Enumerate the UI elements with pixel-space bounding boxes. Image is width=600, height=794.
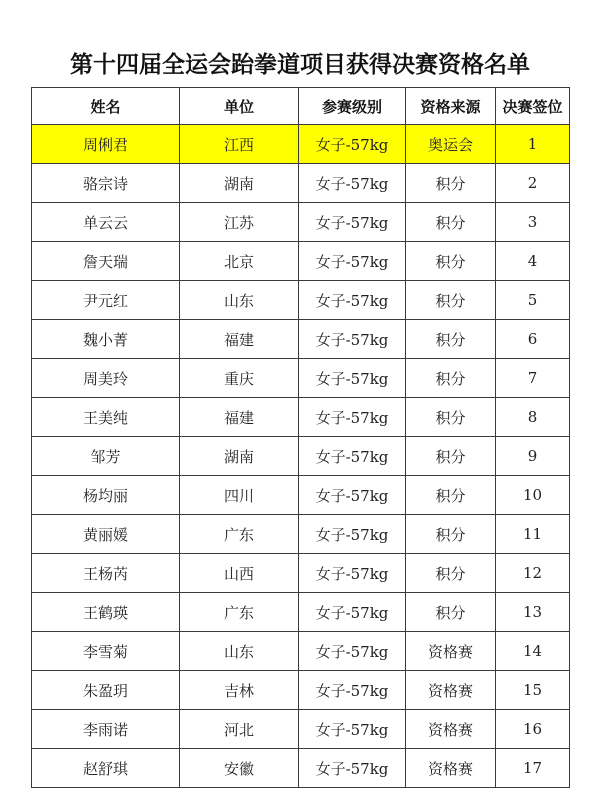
- table-body: [32, 125, 570, 788]
- cell-seed: 16: [496, 710, 570, 749]
- cell-level: 女子-57kg: [299, 320, 406, 359]
- table-row: [32, 320, 570, 359]
- header-name: 姓名: [32, 88, 180, 125]
- cell-name: 周美玲: [32, 359, 180, 398]
- cell-unit: 四川: [180, 476, 299, 515]
- cell-source: 积分: [406, 203, 496, 242]
- cell-level: 女子-57kg: [299, 749, 406, 788]
- cell-seed: 13: [496, 593, 570, 632]
- cell-unit: 山西: [180, 554, 299, 593]
- cell-level: 女子-57kg: [299, 164, 406, 203]
- cell-level: 女子-57kg: [299, 632, 406, 671]
- cell-source: 积分: [406, 398, 496, 437]
- cell-unit: 广东: [180, 515, 299, 554]
- cell-unit: 山东: [180, 281, 299, 320]
- table-row: [32, 476, 570, 515]
- cell-name: 周俐君: [32, 125, 180, 164]
- table-row: [32, 359, 570, 398]
- table-row: [32, 437, 570, 476]
- cell-name: 李雨诺: [32, 710, 180, 749]
- header-seed: 决赛签位: [496, 88, 570, 125]
- cell-name: 尹元红: [32, 281, 180, 320]
- cell-level: 女子-57kg: [299, 398, 406, 437]
- table-row: [32, 281, 570, 320]
- cell-level: 女子-57kg: [299, 515, 406, 554]
- cell-seed: 10: [496, 476, 570, 515]
- cell-seed: 4: [496, 242, 570, 281]
- header-unit: 单位: [180, 88, 299, 125]
- cell-name: 詹天瑞: [32, 242, 180, 281]
- cell-level: 女子-57kg: [299, 281, 406, 320]
- table-row: [32, 554, 570, 593]
- cell-seed: 3: [496, 203, 570, 242]
- cell-seed: 17: [496, 749, 570, 788]
- table-row: [32, 125, 570, 164]
- cell-level: 女子-57kg: [299, 476, 406, 515]
- cell-level: 女子-57kg: [299, 710, 406, 749]
- qualification-table: [31, 87, 570, 788]
- cell-level: 女子-57kg: [299, 242, 406, 281]
- cell-source: 积分: [406, 554, 496, 593]
- cell-unit: 福建: [180, 398, 299, 437]
- table-row: [32, 242, 570, 281]
- table-row: [32, 164, 570, 203]
- cell-level: 女子-57kg: [299, 125, 406, 164]
- cell-unit: 湖南: [180, 437, 299, 476]
- cell-level: 女子-57kg: [299, 671, 406, 710]
- page-title: 第十四届全运会跆拳道项目获得决赛资格名单: [70, 52, 530, 78]
- cell-name: 骆宗诗: [32, 164, 180, 203]
- table-header-row: [32, 88, 570, 125]
- table-row: [32, 632, 570, 671]
- cell-source: 积分: [406, 281, 496, 320]
- cell-source: 积分: [406, 320, 496, 359]
- cell-unit: 北京: [180, 242, 299, 281]
- cell-name: 王杨芮: [32, 554, 180, 593]
- cell-source: 积分: [406, 437, 496, 476]
- cell-source: 积分: [406, 515, 496, 554]
- cell-source: 资格赛: [406, 632, 496, 671]
- cell-level: 女子-57kg: [299, 359, 406, 398]
- cell-unit: 广东: [180, 593, 299, 632]
- cell-unit: 安徽: [180, 749, 299, 788]
- cell-source: 积分: [406, 476, 496, 515]
- cell-seed: 5: [496, 281, 570, 320]
- cell-name: 魏小菁: [32, 320, 180, 359]
- cell-level: 女子-57kg: [299, 554, 406, 593]
- cell-level: 女子-57kg: [299, 203, 406, 242]
- table-row: [32, 398, 570, 437]
- cell-seed: 7: [496, 359, 570, 398]
- cell-unit: 江苏: [180, 203, 299, 242]
- cell-source: 积分: [406, 242, 496, 281]
- cell-level: 女子-57kg: [299, 593, 406, 632]
- cell-seed: 2: [496, 164, 570, 203]
- cell-unit: 福建: [180, 320, 299, 359]
- cell-name: 杨均丽: [32, 476, 180, 515]
- cell-source: 资格赛: [406, 749, 496, 788]
- header-source: 资格来源: [406, 88, 496, 125]
- cell-seed: 14: [496, 632, 570, 671]
- cell-source: 积分: [406, 164, 496, 203]
- table-row: [32, 710, 570, 749]
- cell-name: 赵舒琪: [32, 749, 180, 788]
- cell-name: 邹芳: [32, 437, 180, 476]
- cell-source: 积分: [406, 593, 496, 632]
- cell-unit: 山东: [180, 632, 299, 671]
- cell-name: 王美纯: [32, 398, 180, 437]
- header-level: 参赛级别: [299, 88, 406, 125]
- cell-unit: 重庆: [180, 359, 299, 398]
- cell-seed: 6: [496, 320, 570, 359]
- table-row: [32, 749, 570, 788]
- cell-unit: 江西: [180, 125, 299, 164]
- cell-seed: 12: [496, 554, 570, 593]
- cell-source: 资格赛: [406, 710, 496, 749]
- table-row: [32, 671, 570, 710]
- cell-name: 朱盈玥: [32, 671, 180, 710]
- cell-seed: 1: [496, 125, 570, 164]
- cell-source: 资格赛: [406, 671, 496, 710]
- table-row: [32, 515, 570, 554]
- cell-unit: 湖南: [180, 164, 299, 203]
- table-row: [32, 593, 570, 632]
- cell-seed: 15: [496, 671, 570, 710]
- cell-source: 积分: [406, 359, 496, 398]
- cell-name: 黄丽媛: [32, 515, 180, 554]
- cell-unit: 河北: [180, 710, 299, 749]
- cell-name: 单云云: [32, 203, 180, 242]
- cell-name: 王鹤瑛: [32, 593, 180, 632]
- cell-name: 李雪菊: [32, 632, 180, 671]
- cell-seed: 11: [496, 515, 570, 554]
- cell-source: 奥运会: [406, 125, 496, 164]
- cell-unit: 吉林: [180, 671, 299, 710]
- cell-seed: 9: [496, 437, 570, 476]
- cell-seed: 8: [496, 398, 570, 437]
- table-row: [32, 203, 570, 242]
- cell-level: 女子-57kg: [299, 437, 406, 476]
